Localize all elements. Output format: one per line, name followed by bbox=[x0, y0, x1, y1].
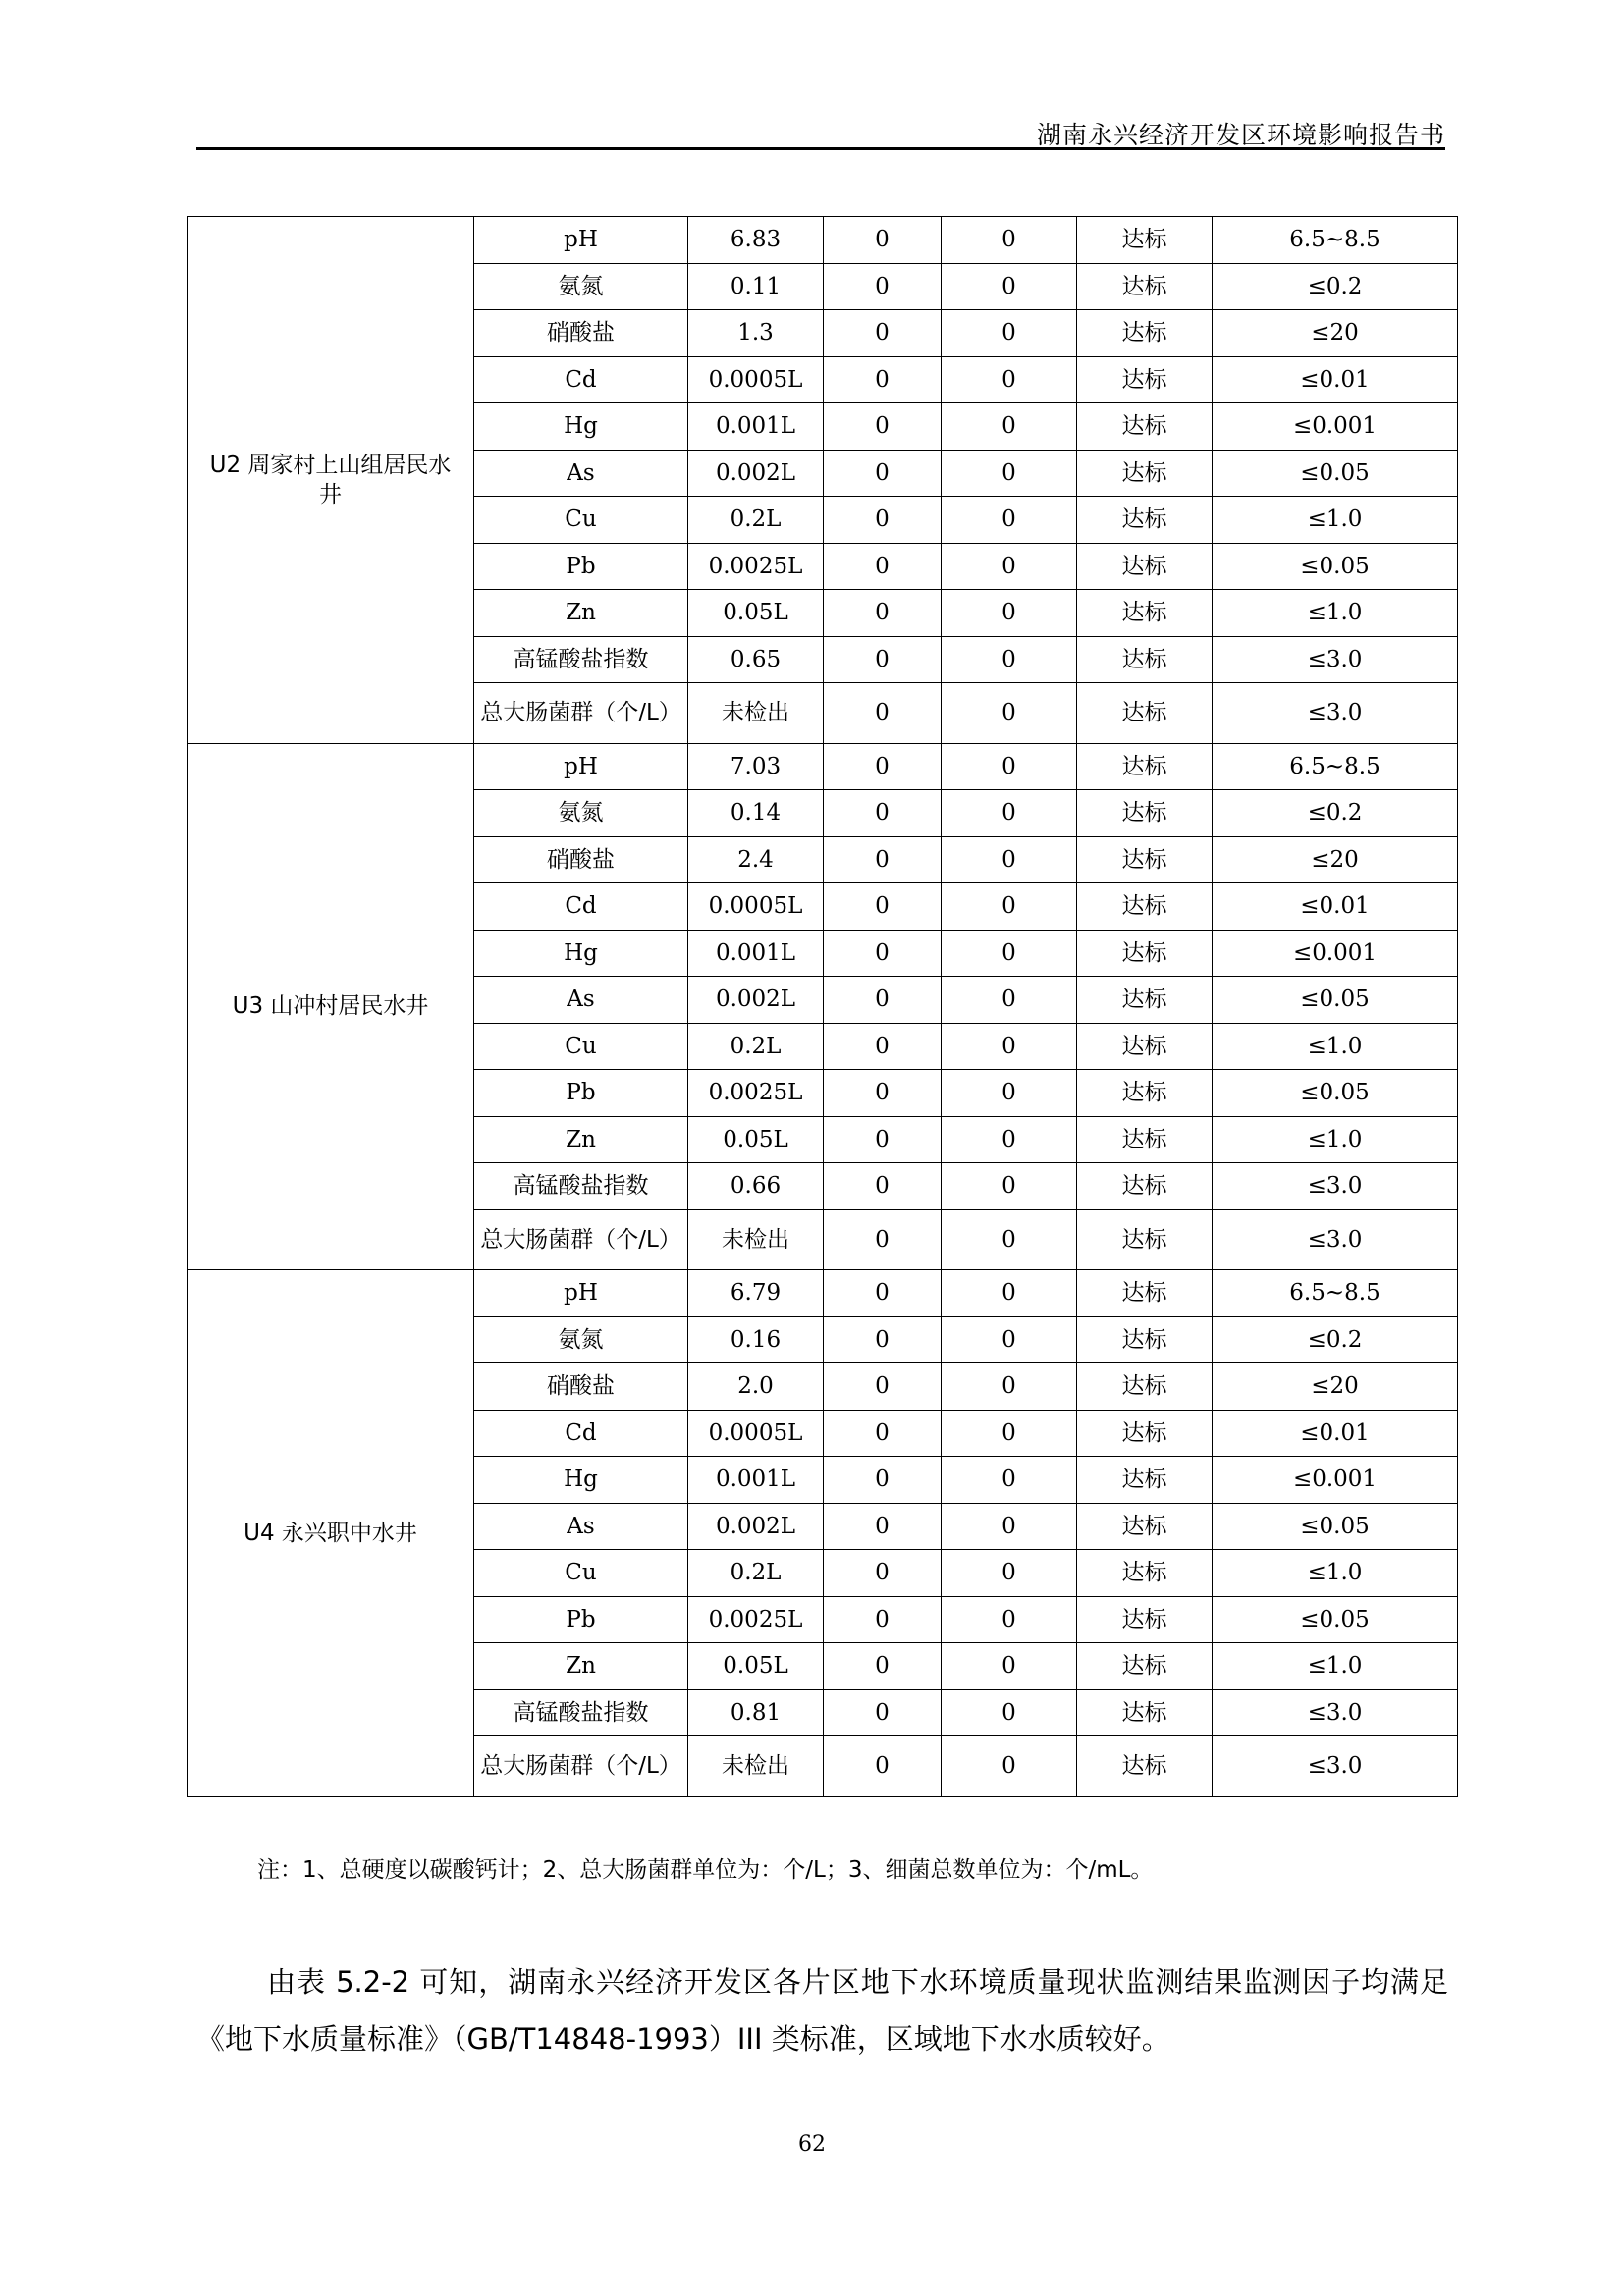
evaluation-cell: 达标 bbox=[1077, 1736, 1213, 1797]
exceed-multiple-cell: 0 bbox=[942, 1316, 1077, 1363]
parameter-cell: Hg bbox=[474, 930, 688, 977]
value-cell: 2.0 bbox=[688, 1363, 824, 1411]
evaluation-cell: 达标 bbox=[1077, 683, 1213, 744]
value-cell: 0.16 bbox=[688, 1316, 824, 1363]
parameter-cell: Hg bbox=[474, 403, 688, 451]
exceed-multiple-cell: 0 bbox=[942, 543, 1077, 590]
exceed-rate-cell: 0 bbox=[824, 1270, 942, 1317]
value-cell: 0.81 bbox=[688, 1689, 824, 1736]
exceed-rate-cell: 0 bbox=[824, 883, 942, 931]
exceed-multiple-cell: 0 bbox=[942, 683, 1077, 744]
exceed-rate-cell: 0 bbox=[824, 1503, 942, 1550]
exceed-multiple-cell: 0 bbox=[942, 1270, 1077, 1317]
evaluation-cell: 达标 bbox=[1077, 1457, 1213, 1504]
exceed-multiple-cell: 0 bbox=[942, 1689, 1077, 1736]
standard-cell: ≤3.0 bbox=[1213, 636, 1458, 683]
exceed-rate-cell: 0 bbox=[824, 683, 942, 744]
standard-cell: ≤0.01 bbox=[1213, 356, 1458, 403]
exceed-multiple-cell: 0 bbox=[942, 263, 1077, 310]
exceed-multiple-cell: 0 bbox=[942, 403, 1077, 451]
exceed-rate-cell: 0 bbox=[824, 450, 942, 497]
standard-cell: ≤1.0 bbox=[1213, 497, 1458, 544]
value-cell: 0.0005L bbox=[688, 1410, 824, 1457]
exceed-multiple-cell: 0 bbox=[942, 790, 1077, 837]
evaluation-cell: 达标 bbox=[1077, 977, 1213, 1024]
exceed-multiple-cell: 0 bbox=[942, 1363, 1077, 1411]
exceed-rate-cell: 0 bbox=[824, 590, 942, 637]
value-cell: 0.65 bbox=[688, 636, 824, 683]
standard-cell: ≤0.2 bbox=[1213, 263, 1458, 310]
standard-cell: ≤0.01 bbox=[1213, 1410, 1458, 1457]
evaluation-cell: 达标 bbox=[1077, 636, 1213, 683]
standard-cell: ≤1.0 bbox=[1213, 1550, 1458, 1597]
value-cell: 0.66 bbox=[688, 1163, 824, 1210]
header-rule bbox=[196, 147, 1445, 150]
parameter-cell: 总大肠菌群（个/L） bbox=[474, 1736, 688, 1797]
exceed-multiple-cell: 0 bbox=[942, 1736, 1077, 1797]
exceed-multiple-cell: 0 bbox=[942, 310, 1077, 357]
parameter-cell: 总大肠菌群（个/L） bbox=[474, 1209, 688, 1270]
standard-cell: ≤1.0 bbox=[1213, 1116, 1458, 1163]
exceed-multiple-cell: 0 bbox=[942, 1209, 1077, 1270]
standard-cell: ≤0.2 bbox=[1213, 790, 1458, 837]
exceed-rate-cell: 0 bbox=[824, 1643, 942, 1690]
parameter-cell: Cu bbox=[474, 1550, 688, 1597]
value-cell: 0.001L bbox=[688, 930, 824, 977]
monitoring-results-table bbox=[187, 216, 1458, 1797]
exceed-rate-cell: 0 bbox=[824, 1550, 942, 1597]
exceed-rate-cell: 0 bbox=[824, 1736, 942, 1797]
standard-cell: ≤3.0 bbox=[1213, 683, 1458, 744]
parameter-cell: Cd bbox=[474, 1410, 688, 1457]
evaluation-cell: 达标 bbox=[1077, 356, 1213, 403]
value-cell: 0.0025L bbox=[688, 1070, 824, 1117]
exceed-multiple-cell: 0 bbox=[942, 356, 1077, 403]
exceed-rate-cell: 0 bbox=[824, 1116, 942, 1163]
standard-cell: ≤0.05 bbox=[1213, 543, 1458, 590]
evaluation-cell: 达标 bbox=[1077, 1023, 1213, 1070]
parameter-cell: Zn bbox=[474, 1643, 688, 1690]
parameter-cell: 氨氮 bbox=[474, 790, 688, 837]
table-row bbox=[188, 743, 1458, 790]
value-cell: 0.0025L bbox=[688, 543, 824, 590]
value-cell: 0.2L bbox=[688, 1023, 824, 1070]
exceed-rate-cell: 0 bbox=[824, 1596, 942, 1643]
exceed-rate-cell: 0 bbox=[824, 1689, 942, 1736]
standard-cell: ≤1.0 bbox=[1213, 590, 1458, 637]
parameter-cell: 硝酸盐 bbox=[474, 310, 688, 357]
value-cell: 2.4 bbox=[688, 836, 824, 883]
exceed-rate-cell: 0 bbox=[824, 743, 942, 790]
standard-cell: ≤20 bbox=[1213, 836, 1458, 883]
evaluation-cell: 达标 bbox=[1077, 1163, 1213, 1210]
value-cell: 0.002L bbox=[688, 1503, 824, 1550]
standard-cell: ≤20 bbox=[1213, 1363, 1458, 1411]
evaluation-cell: 达标 bbox=[1077, 590, 1213, 637]
parameter-cell: Cu bbox=[474, 497, 688, 544]
standard-cell: ≤0.001 bbox=[1213, 930, 1458, 977]
exceed-rate-cell: 0 bbox=[824, 1070, 942, 1117]
value-cell: 未检出 bbox=[688, 683, 824, 744]
evaluation-cell: 达标 bbox=[1077, 310, 1213, 357]
exceed-rate-cell: 0 bbox=[824, 403, 942, 451]
standard-cell: ≤0.05 bbox=[1213, 450, 1458, 497]
exceed-rate-cell: 0 bbox=[824, 310, 942, 357]
standard-cell: ≤0.05 bbox=[1213, 1596, 1458, 1643]
evaluation-cell: 达标 bbox=[1077, 217, 1213, 264]
value-cell: 0.0005L bbox=[688, 883, 824, 931]
standard-cell: ≤0.05 bbox=[1213, 1070, 1458, 1117]
exceed-multiple-cell: 0 bbox=[942, 1596, 1077, 1643]
evaluation-cell: 达标 bbox=[1077, 1316, 1213, 1363]
parameter-cell: Pb bbox=[474, 1596, 688, 1643]
exceed-multiple-cell: 0 bbox=[942, 1503, 1077, 1550]
parameter-cell: As bbox=[474, 977, 688, 1024]
exceed-multiple-cell: 0 bbox=[942, 930, 1077, 977]
standard-cell: ≤0.05 bbox=[1213, 1503, 1458, 1550]
parameter-cell: 高锰酸盐指数 bbox=[474, 1689, 688, 1736]
exceed-rate-cell: 0 bbox=[824, 1209, 942, 1270]
site-cell: U3 山冲村居民水井 bbox=[188, 743, 474, 1270]
exceed-rate-cell: 0 bbox=[824, 1363, 942, 1411]
standard-cell: ≤1.0 bbox=[1213, 1643, 1458, 1690]
exceed-multiple-cell: 0 bbox=[942, 590, 1077, 637]
evaluation-cell: 达标 bbox=[1077, 1209, 1213, 1270]
evaluation-cell: 达标 bbox=[1077, 1643, 1213, 1690]
exceed-rate-cell: 0 bbox=[824, 1163, 942, 1210]
value-cell: 0.05L bbox=[688, 1643, 824, 1690]
site-cell: U4 永兴职中水井 bbox=[188, 1270, 474, 1797]
header-title: 湖南永兴经济开发区环境影响报告书 bbox=[1036, 121, 1445, 149]
standard-cell: ≤0.2 bbox=[1213, 1316, 1458, 1363]
evaluation-cell: 达标 bbox=[1077, 1689, 1213, 1736]
exceed-rate-cell: 0 bbox=[824, 636, 942, 683]
parameter-cell: As bbox=[474, 1503, 688, 1550]
exceed-multiple-cell: 0 bbox=[942, 1163, 1077, 1210]
page-number: 62 bbox=[798, 2132, 826, 2157]
standard-cell: ≤0.05 bbox=[1213, 977, 1458, 1024]
exceed-rate-cell: 0 bbox=[824, 790, 942, 837]
exceed-multiple-cell: 0 bbox=[942, 450, 1077, 497]
evaluation-cell: 达标 bbox=[1077, 1503, 1213, 1550]
parameter-cell: 总大肠菌群（个/L） bbox=[474, 683, 688, 744]
exceed-multiple-cell: 0 bbox=[942, 1643, 1077, 1690]
parameter-cell: pH bbox=[474, 743, 688, 790]
standard-cell: ≤3.0 bbox=[1213, 1689, 1458, 1736]
parameter-cell: Zn bbox=[474, 1116, 688, 1163]
evaluation-cell: 达标 bbox=[1077, 1550, 1213, 1597]
exceed-multiple-cell: 0 bbox=[942, 1550, 1077, 1597]
parameter-cell: As bbox=[474, 450, 688, 497]
standard-cell: 6.5~8.5 bbox=[1213, 1270, 1458, 1317]
parameter-cell: Hg bbox=[474, 1457, 688, 1504]
value-cell: 未检出 bbox=[688, 1209, 824, 1270]
evaluation-cell: 达标 bbox=[1077, 403, 1213, 451]
value-cell: 0.002L bbox=[688, 450, 824, 497]
exceed-multiple-cell: 0 bbox=[942, 836, 1077, 883]
parameter-cell: Cd bbox=[474, 356, 688, 403]
value-cell: 1.3 bbox=[688, 310, 824, 357]
value-cell: 7.03 bbox=[688, 743, 824, 790]
exceed-rate-cell: 0 bbox=[824, 1410, 942, 1457]
standard-cell: ≤0.001 bbox=[1213, 403, 1458, 451]
exceed-rate-cell: 0 bbox=[824, 977, 942, 1024]
exceed-rate-cell: 0 bbox=[824, 1457, 942, 1504]
exceed-multiple-cell: 0 bbox=[942, 883, 1077, 931]
evaluation-cell: 达标 bbox=[1077, 836, 1213, 883]
table-row bbox=[188, 1270, 1458, 1317]
standard-cell: ≤20 bbox=[1213, 310, 1458, 357]
parameter-cell: pH bbox=[474, 217, 688, 264]
evaluation-cell: 达标 bbox=[1077, 263, 1213, 310]
standard-cell: 6.5~8.5 bbox=[1213, 743, 1458, 790]
value-cell: 未检出 bbox=[688, 1736, 824, 1797]
exceed-rate-cell: 0 bbox=[824, 497, 942, 544]
evaluation-cell: 达标 bbox=[1077, 883, 1213, 931]
parameter-cell: Cu bbox=[474, 1023, 688, 1070]
evaluation-cell: 达标 bbox=[1077, 743, 1213, 790]
value-cell: 0.2L bbox=[688, 497, 824, 544]
value-cell: 0.001L bbox=[688, 1457, 824, 1504]
value-cell: 6.83 bbox=[688, 217, 824, 264]
exceed-multiple-cell: 0 bbox=[942, 977, 1077, 1024]
site-cell: U2 周家村上山组居民水井 bbox=[188, 217, 474, 744]
value-cell: 0.14 bbox=[688, 790, 824, 837]
parameter-cell: Pb bbox=[474, 1070, 688, 1117]
exceed-rate-cell: 0 bbox=[824, 1023, 942, 1070]
standard-cell: ≤1.0 bbox=[1213, 1023, 1458, 1070]
evaluation-cell: 达标 bbox=[1077, 1116, 1213, 1163]
evaluation-cell: 达标 bbox=[1077, 1070, 1213, 1117]
value-cell: 0.2L bbox=[688, 1550, 824, 1597]
parameter-cell: Cd bbox=[474, 883, 688, 931]
value-cell: 0.0025L bbox=[688, 1596, 824, 1643]
standard-cell: ≤3.0 bbox=[1213, 1163, 1458, 1210]
value-cell: 0.002L bbox=[688, 977, 824, 1024]
standard-cell: ≤3.0 bbox=[1213, 1736, 1458, 1797]
parameter-cell: Pb bbox=[474, 543, 688, 590]
value-cell: 0.11 bbox=[688, 263, 824, 310]
parameter-cell: 氨氮 bbox=[474, 263, 688, 310]
parameter-cell: Zn bbox=[474, 590, 688, 637]
exceed-multiple-cell: 0 bbox=[942, 743, 1077, 790]
exceed-rate-cell: 0 bbox=[824, 543, 942, 590]
evaluation-cell: 达标 bbox=[1077, 1363, 1213, 1411]
evaluation-cell: 达标 bbox=[1077, 450, 1213, 497]
parameter-cell: 硝酸盐 bbox=[474, 1363, 688, 1411]
evaluation-cell: 达标 bbox=[1077, 497, 1213, 544]
exceed-multiple-cell: 0 bbox=[942, 636, 1077, 683]
evaluation-cell: 达标 bbox=[1077, 930, 1213, 977]
standard-cell: ≤0.001 bbox=[1213, 1457, 1458, 1504]
value-cell: 0.05L bbox=[688, 1116, 824, 1163]
exceed-rate-cell: 0 bbox=[824, 263, 942, 310]
conclusion-paragraph: 由表 5.2-2 可知，湖南永兴经济开发区各片区地下水环境质量现状监测结果监测因子均满足《地下水质量标准》（GB/T14848-1993）III 类标准，区域地下水水质较好。 bbox=[196, 1965, 1448, 2056]
exceed-rate-cell: 0 bbox=[824, 836, 942, 883]
parameter-cell: 氨氮 bbox=[474, 1316, 688, 1363]
table-row bbox=[188, 217, 1458, 264]
evaluation-cell: 达标 bbox=[1077, 1596, 1213, 1643]
value-cell: 0.0005L bbox=[688, 356, 824, 403]
value-cell: 6.79 bbox=[688, 1270, 824, 1317]
parameter-cell: 硝酸盐 bbox=[474, 836, 688, 883]
evaluation-cell: 达标 bbox=[1077, 543, 1213, 590]
evaluation-cell: 达标 bbox=[1077, 1410, 1213, 1457]
parameter-cell: 高锰酸盐指数 bbox=[474, 636, 688, 683]
exceed-multiple-cell: 0 bbox=[942, 1457, 1077, 1504]
standard-cell: ≤0.01 bbox=[1213, 883, 1458, 931]
value-cell: 0.001L bbox=[688, 403, 824, 451]
exceed-multiple-cell: 0 bbox=[942, 497, 1077, 544]
exceed-rate-cell: 0 bbox=[824, 356, 942, 403]
parameter-cell: 高锰酸盐指数 bbox=[474, 1163, 688, 1210]
table-note: 注：1、总硬度以碳酸钙计；2、总大肠菌群单位为：个/L；3、细菌总数单位为：个/mL。 bbox=[257, 1857, 1154, 1883]
evaluation-cell: 达标 bbox=[1077, 1270, 1213, 1317]
exceed-rate-cell: 0 bbox=[824, 217, 942, 264]
parameter-cell: pH bbox=[474, 1270, 688, 1317]
exceed-multiple-cell: 0 bbox=[942, 1023, 1077, 1070]
evaluation-cell: 达标 bbox=[1077, 790, 1213, 837]
exceed-multiple-cell: 0 bbox=[942, 1410, 1077, 1457]
exceed-rate-cell: 0 bbox=[824, 1316, 942, 1363]
value-cell: 0.05L bbox=[688, 590, 824, 637]
exceed-multiple-cell: 0 bbox=[942, 1116, 1077, 1163]
exceed-multiple-cell: 0 bbox=[942, 1070, 1077, 1117]
standard-cell: ≤3.0 bbox=[1213, 1209, 1458, 1270]
exceed-rate-cell: 0 bbox=[824, 930, 942, 977]
exceed-multiple-cell: 0 bbox=[942, 217, 1077, 264]
standard-cell: 6.5~8.5 bbox=[1213, 217, 1458, 264]
